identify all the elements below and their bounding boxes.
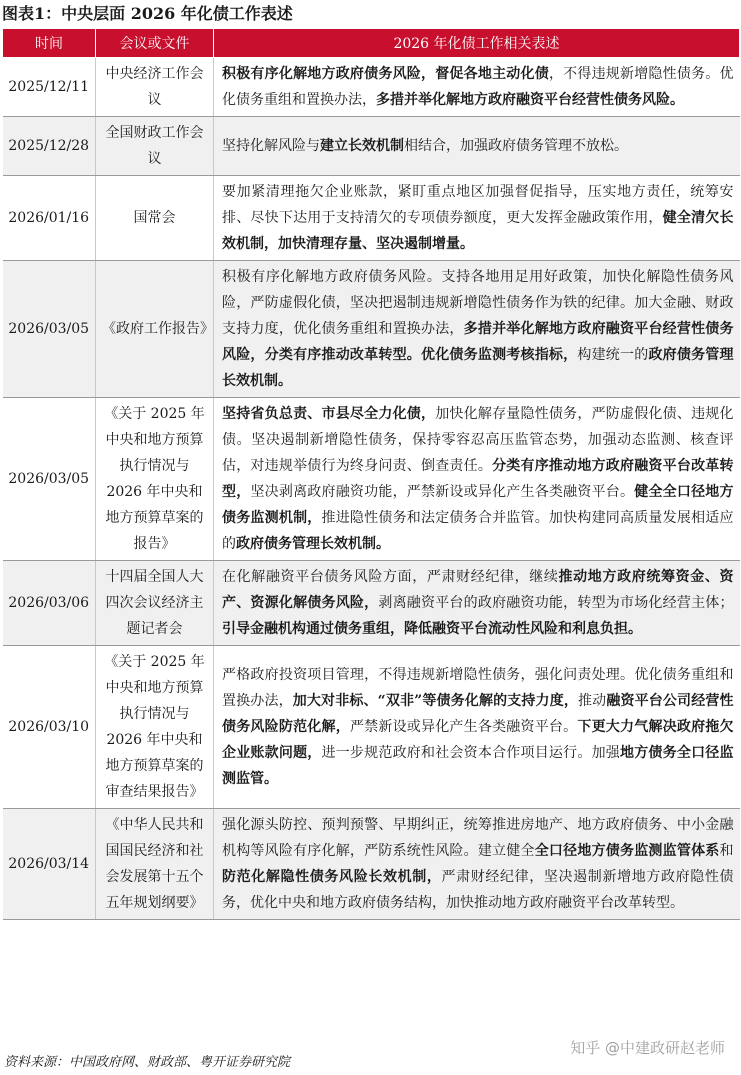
source-note: 资料来源：中国政府网、财政部、粤开证券研究院 — [4, 1055, 291, 1070]
emphasis-text: 推动地方政府统筹资金、资产、资源化解债务风险， — [222, 569, 734, 611]
cell-time: 2026/01/16 — [3, 176, 96, 261]
body-text: 强化源头防控、预判预警、早期纠正，统筹推进房地产、地方政府债务、中小金融机构等风险有序化解，严防系统性风险。建立健全 — [222, 817, 734, 859]
body-text: 坚持化解风险与 — [222, 138, 320, 154]
body-text: 严格政府投资项目管理，不得违规新增隐性债务，强化问责处理。优化债务重组和置换办法， — [222, 667, 734, 709]
cell-time: 2026/03/05 — [3, 261, 96, 398]
header-time: 时间 — [3, 29, 96, 58]
cell-description — [214, 261, 740, 398]
header-description: 2026 年化债工作相关表述 — [214, 29, 740, 58]
cell-time: 2026/03/06 — [3, 561, 96, 646]
table-row — [3, 58, 740, 117]
emphasis-text: 引导金融机构通过债务重组，降低融资平台流动性风险和利息负担。 — [222, 621, 642, 637]
watermark: 知乎 @中建政研赵老师 — [570, 1039, 725, 1057]
cell-meeting: 全国财政工作会议 — [96, 117, 214, 176]
body-text: 剥离融资平台的政府融资功能，转型为市场化经营主体； — [378, 595, 734, 611]
emphasis-text: 地方债务全口径监测监管。 — [222, 745, 734, 787]
table-row — [3, 176, 740, 261]
cell-description — [214, 117, 740, 176]
body-text: 坚决剥离政府融资功能，严禁新设或异化产生各类融资平台。 — [250, 484, 635, 500]
cell-meeting: 《中华人民共和国国民经济和社会发展第十五个五年规划纲要》 — [96, 809, 214, 920]
cell-time: 2025/12/28 — [3, 117, 96, 176]
header-meeting: 会议或文件 — [96, 29, 214, 58]
body-text: ，不得违规新增隐性债务。优化债务重组和置换办法， — [222, 66, 734, 108]
body-text: 相结合，加强政府债务管理不放松。 — [404, 138, 628, 154]
body-text: 推进隐性债务和法定债务合并监管。加快构建同高质量发展相适应的 — [222, 510, 734, 552]
cell-description — [214, 561, 740, 646]
cell-description — [214, 398, 740, 561]
body-text: 严禁新设或异化产生各类融资平台。 — [349, 719, 578, 735]
table-header-row — [3, 29, 740, 58]
table-row — [3, 646, 740, 809]
emphasis-text: 积极有序化解地方政府债务风险，督促各地主动化债 — [222, 66, 549, 82]
emphasis-text: 政府债务管理长效机制。 — [222, 347, 734, 389]
figure-caption: 图表1：中央层面 2026 年化债工作表述 — [2, 4, 293, 23]
body-text: 推动 — [578, 693, 607, 709]
cell-description — [214, 176, 740, 261]
cell-meeting: 《关于 2025 年中央和地方预算执行情况与 2026 年中央和地方预算草案的审查结果报告》 — [96, 646, 214, 809]
body-text: 要加紧清理拖欠企业账款，紧盯重点地区加强督促指导，压实地方责任，统筹安排、尽快下达用于支持清欠的专项债券额度，更大发挥金融政策作用， — [222, 184, 734, 226]
emphasis-text: 多措并举化解地方政府融资平台经营性债务风险。 — [376, 92, 684, 108]
emphasis-text: 下更大力气解决政府拖欠企业账款问题， — [222, 719, 734, 761]
emphasis-text: 全口径地方债务监测监管体系 — [534, 843, 720, 859]
body-text: 构建统一的 — [577, 347, 649, 363]
emphasis-text: 建立长效机制 — [320, 138, 404, 154]
emphasis-text: 加大对非标、“双非”等债务化解的支持力度， — [292, 693, 578, 709]
table-row — [3, 561, 740, 646]
body-text: 严肃财经纪律，坚决遏制新增地方政府隐性债务，优化中央和地方政府债务结构，加快推动地方政府融资平台改革转型。 — [222, 869, 734, 911]
body-text: 加快化解存量隐性债务，严防虚假化债、违规化债。坚决遏制新增隐性债务，保持零容忍高压监管态势，加强动态监测、核查评估，对违规举债行为终身问责、倒查责任。 — [222, 406, 734, 474]
emphasis-text: 融资平台公司经营性债务风险防范化解， — [222, 693, 734, 735]
body-text: 积极有序化解地方政府债务风险。支持各地用足用好政策，加快化解隐性债务风险，严防虚假化债，坚决把遏制违规新增隐性债务作为铁的纪律。加大金融、财政支持力度，优化债务重组和置换办法， — [222, 269, 734, 337]
cell-time: 2026/03/10 — [3, 646, 96, 809]
table-body — [3, 58, 740, 920]
emphasis-text: 健全清欠长效机制，加快清理存量、坚决遏制增量。 — [222, 210, 734, 252]
cell-time: 2026/03/14 — [3, 809, 96, 920]
cell-description — [214, 646, 740, 809]
emphasis-text: 防范化解隐性债务风险长效机制， — [222, 869, 442, 885]
cell-description — [214, 809, 740, 920]
emphasis-text: 坚持省负总责、市县尽全力化债， — [222, 406, 436, 422]
debt-statements-table — [2, 28, 740, 920]
table-row — [3, 809, 740, 920]
table-row — [3, 117, 740, 176]
emphasis-text: 多措并举化解地方政府融资平台经营性债务风险，分类有序推动改革转型。优化债务监测考核指标， — [222, 321, 734, 363]
emphasis-text: 政府债务管理长效机制。 — [236, 536, 390, 552]
body-text: 和 — [719, 843, 734, 859]
cell-meeting: 《关于 2025 年中央和地方预算执行情况与 2026 年中央和地方预算草案的报告》 — [96, 398, 214, 561]
cell-time: 2025/12/11 — [3, 58, 96, 117]
body-text: 在化解融资平台债务风险方面，严肃财经纪律，继续 — [222, 569, 559, 585]
emphasis-text: 健全全口径地方债务监测机制， — [222, 484, 734, 526]
body-text: 进一步规范政府和社会资本合作项目运行。加强 — [321, 745, 620, 761]
cell-time: 2026/03/05 — [3, 398, 96, 561]
cell-meeting: 《政府工作报告》 — [96, 261, 214, 398]
cell-meeting: 十四届全国人大四次会议经济主题记者会 — [96, 561, 214, 646]
emphasis-text: 分类有序推动地方政府融资平台改革转型， — [222, 458, 734, 500]
cell-meeting: 中央经济工作会议 — [96, 58, 214, 117]
table-row — [3, 261, 740, 398]
cell-meeting: 国常会 — [96, 176, 214, 261]
table-row — [3, 398, 740, 561]
cell-description — [214, 58, 740, 117]
